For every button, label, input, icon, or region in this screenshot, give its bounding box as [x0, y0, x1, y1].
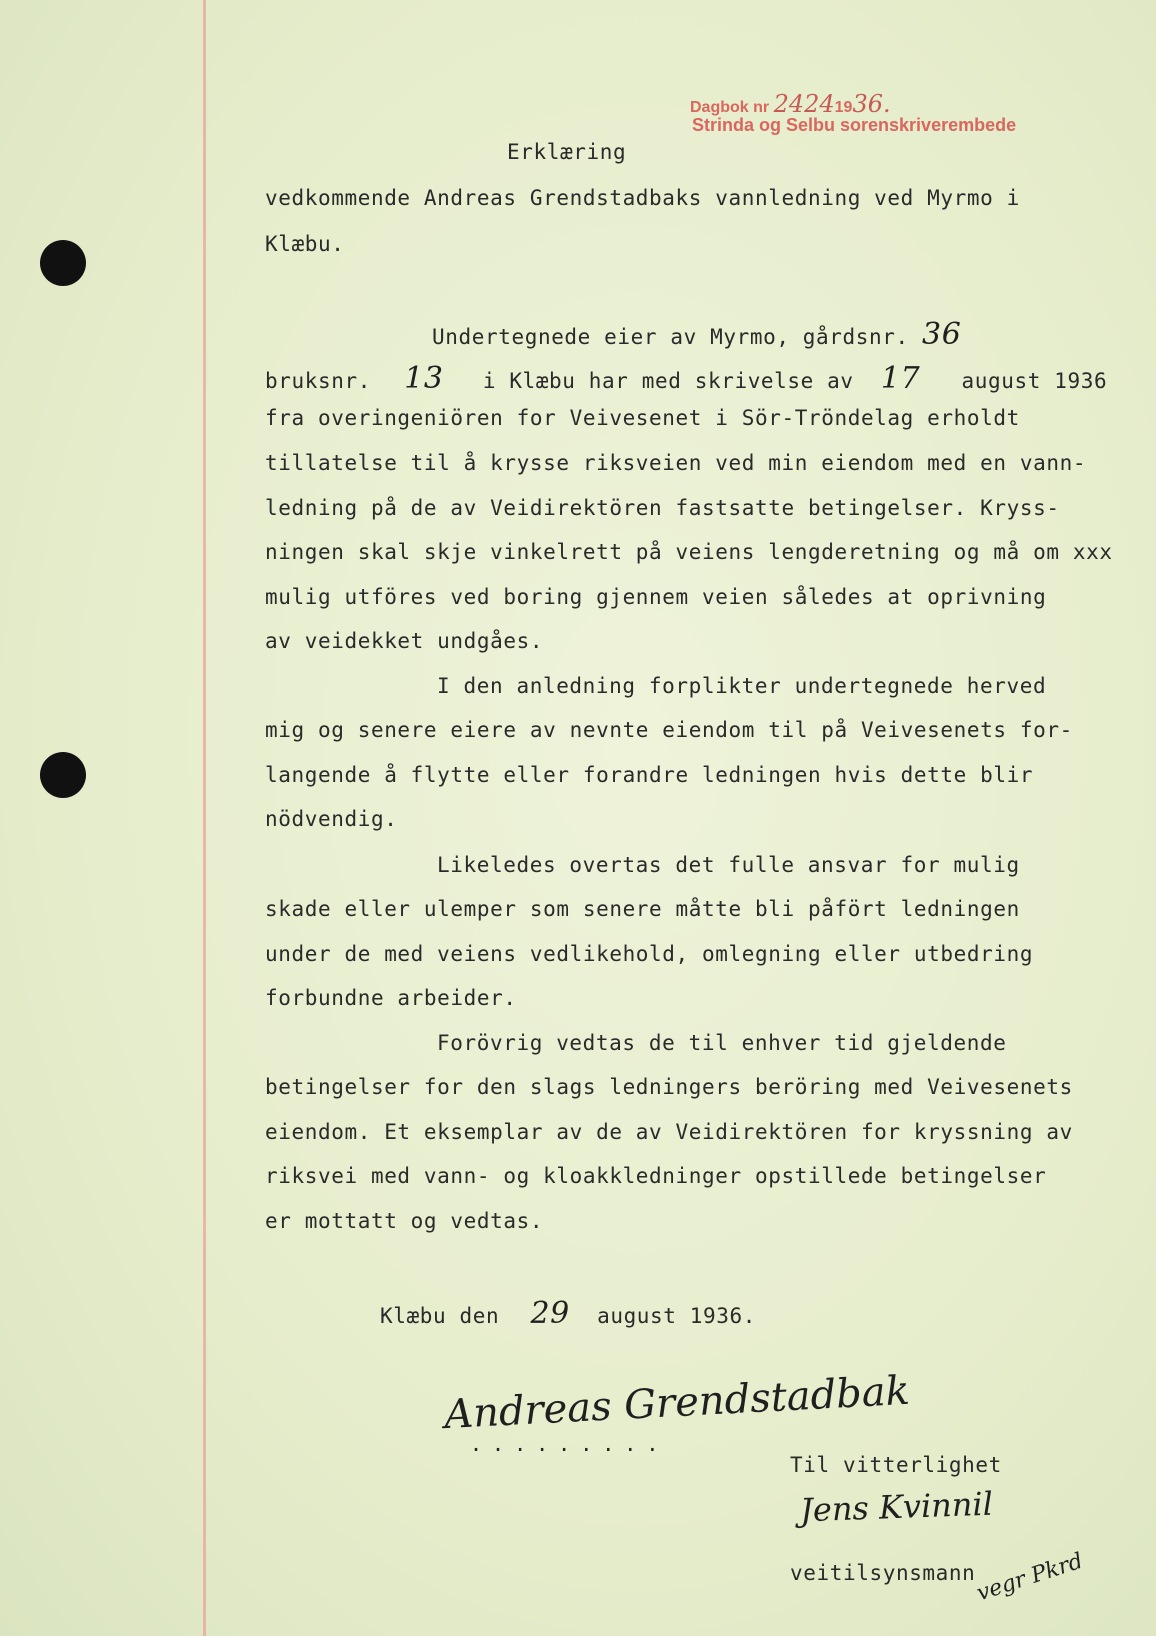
- date-rest: august 1936.: [597, 1304, 756, 1328]
- para3-line: Likeledes overtas det fulle ansvar for mulig: [437, 853, 1020, 877]
- text: i Klæbu har med skrivelse av: [482, 369, 854, 393]
- para1-line: [432, 317, 961, 352]
- para3-line: under de med veiens vedlikehold, omlegning eller utbedring: [265, 942, 1034, 966]
- para1-line: mulig utföres ved boring gjennem veien således at oprivning: [265, 585, 1047, 609]
- witness-label: Til vitterlighet: [790, 1453, 1002, 1477]
- para4-line: Forövrig vedtas de til enhver tid gjeldende: [437, 1031, 1007, 1055]
- date-place: Klæbu den: [380, 1304, 500, 1328]
- witness-title: veitilsynsmann: [790, 1561, 976, 1585]
- handwritten-date-day: 29: [530, 1296, 570, 1331]
- handwritten-use-number: 13: [404, 361, 444, 396]
- para1-line: ledning på de av Veidirektören fastsatte betingelser. Kryss-: [265, 496, 1060, 520]
- witness-signature: Jens Kvinnil: [799, 1484, 994, 1530]
- stamp-prefix: Dagbok nr: [690, 99, 770, 116]
- signature-andreas: Andreas Grendstadbak: [443, 1367, 911, 1439]
- para2-line: nödvendig.: [265, 807, 398, 831]
- handwritten-farm-number: 36: [922, 317, 962, 352]
- para4-line: riksvei med vann- og kloakkledninger opstillede betingelser: [265, 1164, 1047, 1188]
- subtitle-line: vedkommende Andreas Grendstadbaks vannledning ved Myrmo i: [265, 186, 1020, 210]
- para1-line: fra overingeniören for Veivesenet i Sör-Tröndelag erholdt: [265, 406, 1020, 430]
- para1-line: tillatelse til å krysse riksveien ved min eiendom med en vann-: [265, 451, 1087, 475]
- stamp-year: 36.: [852, 90, 891, 118]
- witness-note: vegr Pkrd: [973, 1548, 1086, 1607]
- handwritten-day: 17: [880, 361, 921, 396]
- para3-line: skade eller ulemper som senere måtte bli påfört ledningen: [265, 897, 1020, 921]
- subtitle-line: Klæbu.: [265, 232, 345, 256]
- para4-line: betingelser for den slags ledningers beröring med Veivesenets: [265, 1075, 1073, 1099]
- text: bruksnr.: [265, 369, 371, 393]
- stamp-year-prefix: 19: [834, 99, 853, 116]
- text: Undertegnede eier av Myrmo, gårdsnr.: [432, 325, 909, 349]
- para1-line: av veidekket undgåes.: [265, 629, 544, 653]
- document-title: Erklæring: [507, 140, 627, 164]
- journal-stamp-number: [690, 90, 891, 118]
- para4-line: er mottatt og vedtas.: [265, 1209, 544, 1233]
- para3-line: forbundne arbeider.: [265, 986, 517, 1010]
- punch-hole: [40, 752, 86, 798]
- para2-line: langende å flytte eller forandre ledningen hvis dette blir: [265, 763, 1034, 787]
- margin-line: [203, 0, 206, 1636]
- text: august 1936: [961, 369, 1108, 393]
- signature-dots: .........: [470, 1432, 669, 1456]
- stamp-office: Strinda og Selbu sorenskriverembede: [692, 115, 1017, 135]
- stamp-number: 2424: [773, 90, 835, 118]
- date-line: [380, 1296, 756, 1331]
- para1-line: ningen skal skje vinkelrett på veiens lengderetning og må om xxx: [265, 540, 1113, 564]
- para4-line: eiendom. Et eksemplar av de av Veidirektören for kryssning av: [265, 1120, 1073, 1144]
- para2-line: I den anledning forplikter undertegnede herved: [437, 674, 1047, 698]
- para1-line: [265, 361, 1107, 396]
- para2-line: mig og senere eiere av nevnte eiendom til på Veivesenets for-: [265, 718, 1073, 742]
- punch-hole: [40, 240, 86, 286]
